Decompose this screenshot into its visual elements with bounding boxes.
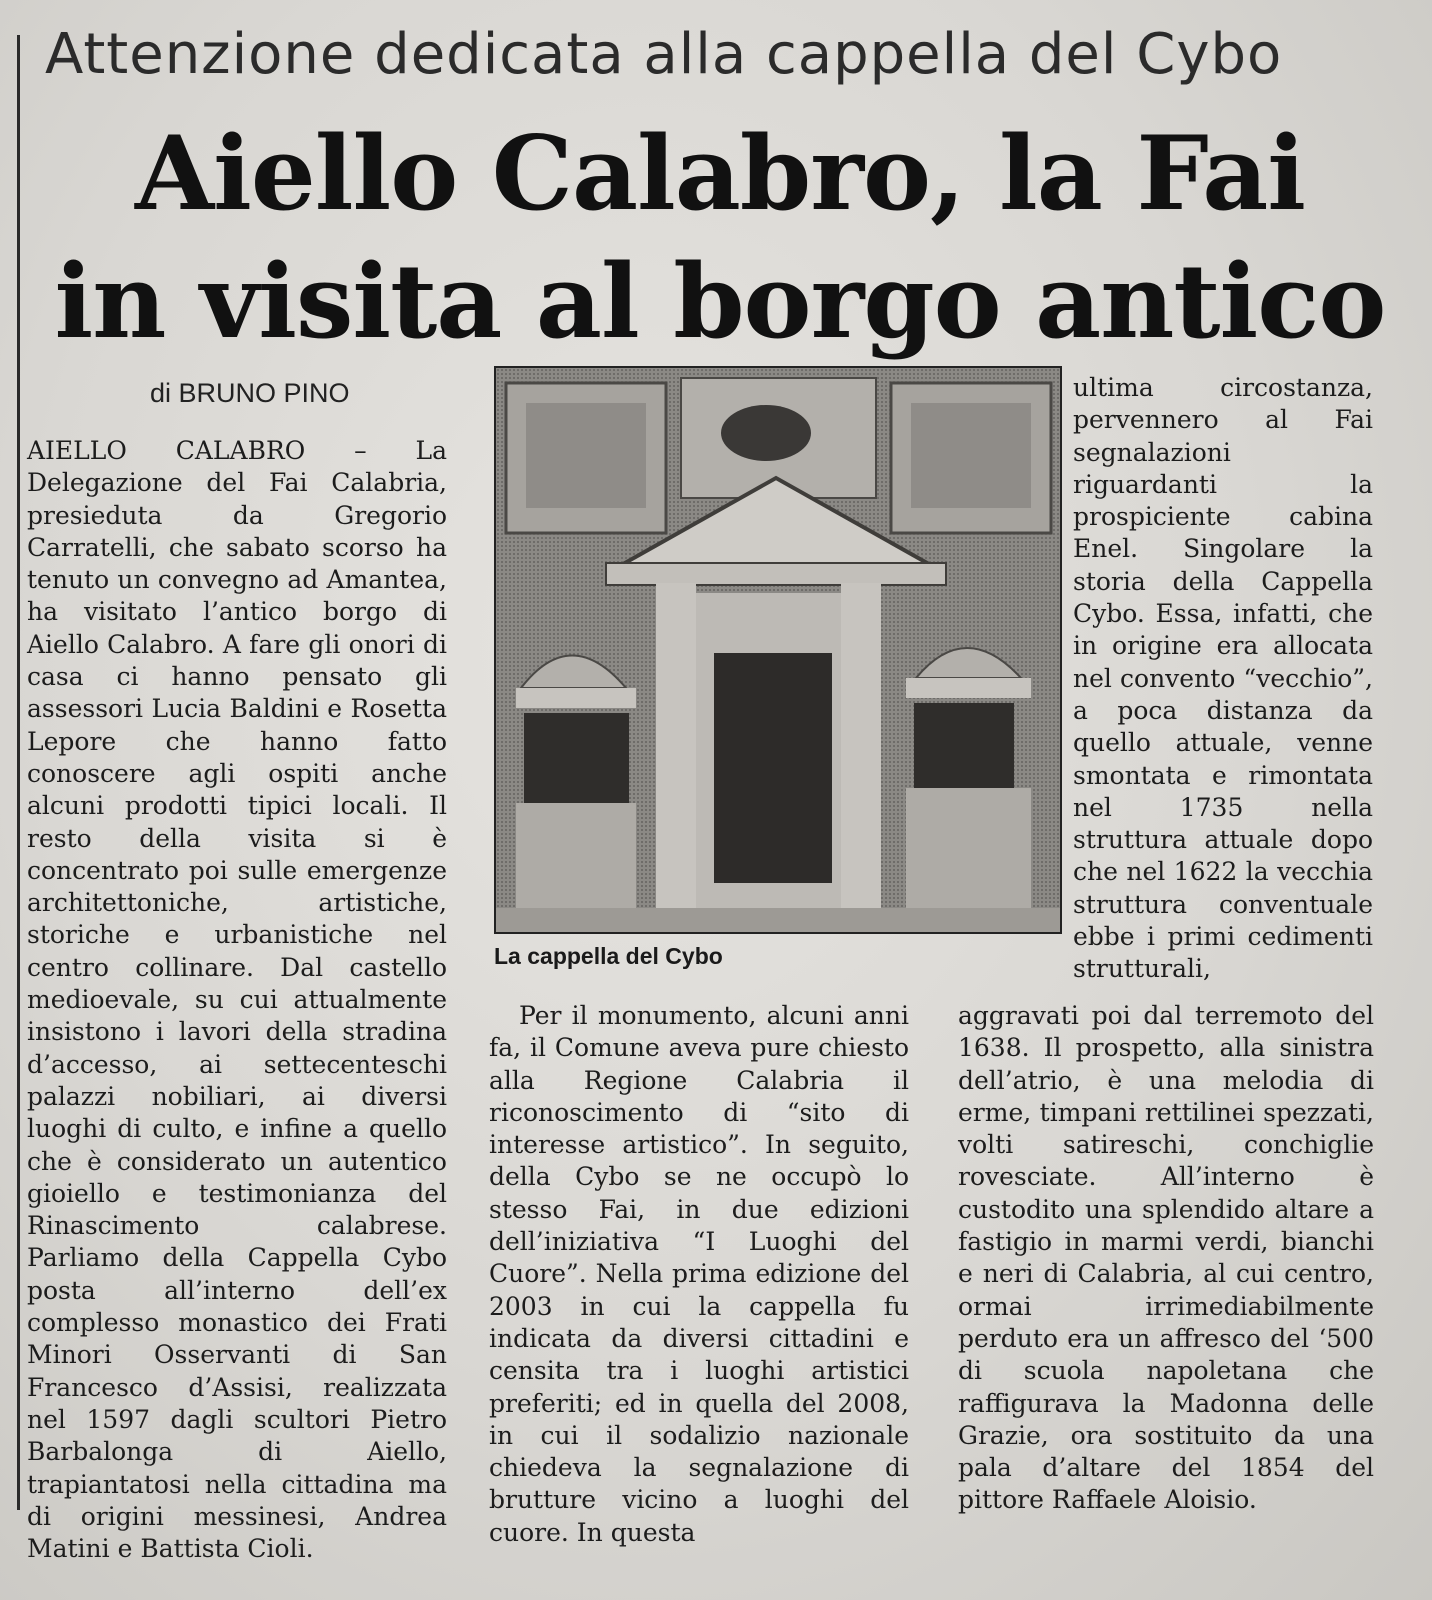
headline-line-1: Aiello Calabro, la Fai [134,114,1306,234]
kicker: Attenzione dedicata alla cappella del Cybo [45,22,1283,87]
byline: di BRUNO PINO [150,378,350,408]
headline-line-2: in visita al borgo antico [54,242,1386,362]
article-column-3-bottom [958,1000,1374,1517]
headline [40,110,1400,366]
column-1-text: AIELLO CALABRO – La Delegazione del Fai Calabria, presieduta da Gregorio Carratelli, che sabato scorso ha tenuto un convegno ad Amantea, ha visitato l’antico borgo di Aiello Calabro. A fare gli onori di casa ci hanno pensato gli assessori Lucia Baldini e Rosetta Lepore che hanno fatto conoscere agli ospiti anche alcuni prodotti tipici locali. Il resto della visita si è concentrato poi sulle emergenze architettoniche, artistiche, storiche e urbanistiche nel centro collinare. Dal castello medioevale, su cui attualmente insistono i lavori della stradina d’accesso, ai settecenteschi palazzi nobiliari, ai diversi luoghi di culto, e infine a quello che è considerato un autentico gioiello e testimonianza del Rinascimento calabrese. Parliamo della Cappella Cybo posta all’interno dell’ex complesso monastico dei Frati Minori Osservanti di San Francesco d’Assisi, realizzata nel 1597 dagli scultori Pietro Barbalonga di Aiello, trapiantatosi nella cittadina ma di origini messinesi, Andrea Matini e Battista Cioli. [27,436,447,1564]
chapel-facade-illustration [496,368,1060,932]
article-column-3-top [1073,372,1373,986]
column-3-top-text: ultima circostanza, pervennero al Fai segnalazioni riguardanti la prospiciente cabina Enel. Singolare la storia della Cappella Cybo. Essa, infatti, che in origine era allocata nel convento “vecchio”, a poca distanza da quello attuale, venne smontata e rimontata nel 1735 nella struttura attuale dopo che nel 1622 la vecchia struttura conventuale ebbe i primi cedimenti strutturali, [1073,373,1373,984]
photo-caption: La cappella del Cybo [494,943,723,969]
column-3-bottom-text: aggravati poi dal terremoto del 1638. Il prospetto, alla sinistra dell’atrio, è una melodia di erme, timpani rettilinei spezzati, volti satireschi, conchiglie rovesciate. All’interno è custodito una splendido altare a fastigio in marmi verdi, bianchi e neri di Calabria, al cui centro, ormai irrimediabilmente perduto era un affresco del ‘500 di scuola napoletana che raffigurava la Madonna delle Grazie, ora sostituito da una pala d’altare del 1854 del pittore Raffaele Aloisio. [958,1001,1374,1515]
article-column-2 [489,1000,909,1549]
chapel-photo [494,366,1062,934]
column-rule [17,35,20,1510]
article-column-1 [27,435,447,1565]
column-2-text: Per il monumento, alcuni anni fa, il Comune aveva pure chiesto alla Regione Calabria il riconoscimento di “sito di interesse artistico”. In seguito, della Cybo se ne occupò lo stesso Fai, in due edizioni dell’iniziativa “I Luoghi del Cuore”. Nella prima edizione del 2003 in cui la cappella fu indicata da diversi cittadini e censita tra i luoghi artistici preferiti; ed in quella del 2008, in cui il sodalizio nazionale chiedeva la segnalazione di brutture vicino a luoghi del cuore. In questa [489,1001,909,1547]
